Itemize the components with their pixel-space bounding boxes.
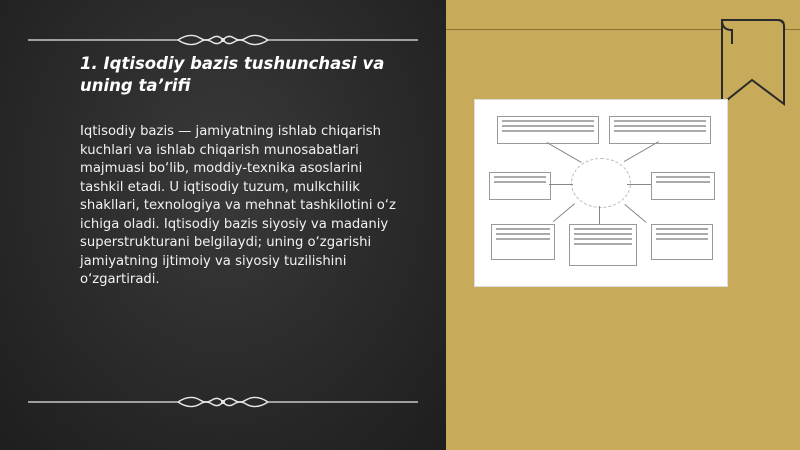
- flourish-divider-icon: [28, 30, 418, 50]
- diagram-box: [609, 116, 711, 144]
- diagram-connector: [624, 204, 646, 223]
- slide-title: 1. Iqtisodiy bazis tushunchasi va uning ta’rifi: [80, 54, 385, 95]
- diagram-box: [569, 224, 637, 266]
- diagram-connector: [624, 141, 659, 162]
- diagram-box: [489, 172, 551, 200]
- flourish-divider-icon: [28, 392, 418, 412]
- slide-body-text: Iqtisodiy bazis — jamiyatning ishlab chiqarish kuchlari va ishlab chiqarish munosabatlari majmuasi bo‘lib, moddiy-texnika asoslarini tashkil etadi. U iqtisodiy tuzum, mulkchilik shakllari, texnologiya va mehnat tashkilotini o‘z ichiga oladi. Iqtisodiy bazis siyosiy va madaniy superstrukturani belgilaydi; uning o‘zgarishi jamiyatning ijtimoiy va siyosiy tuzilishini o‘zgartiradi.: [80, 124, 396, 287]
- diagram-center-node: [571, 158, 631, 208]
- diagram-connector: [547, 142, 582, 163]
- diagram-connector: [553, 203, 575, 222]
- diagram-connector: [599, 206, 600, 224]
- diagram-connector: [549, 184, 573, 185]
- diagram-box: [491, 224, 555, 260]
- diagram-box: [651, 224, 713, 260]
- diagram-box: [651, 172, 715, 200]
- diagram-box: [497, 116, 599, 144]
- diagram-connector: [627, 184, 651, 185]
- ribbon-bookmark-icon: [718, 14, 786, 110]
- diagram-image: [474, 99, 728, 287]
